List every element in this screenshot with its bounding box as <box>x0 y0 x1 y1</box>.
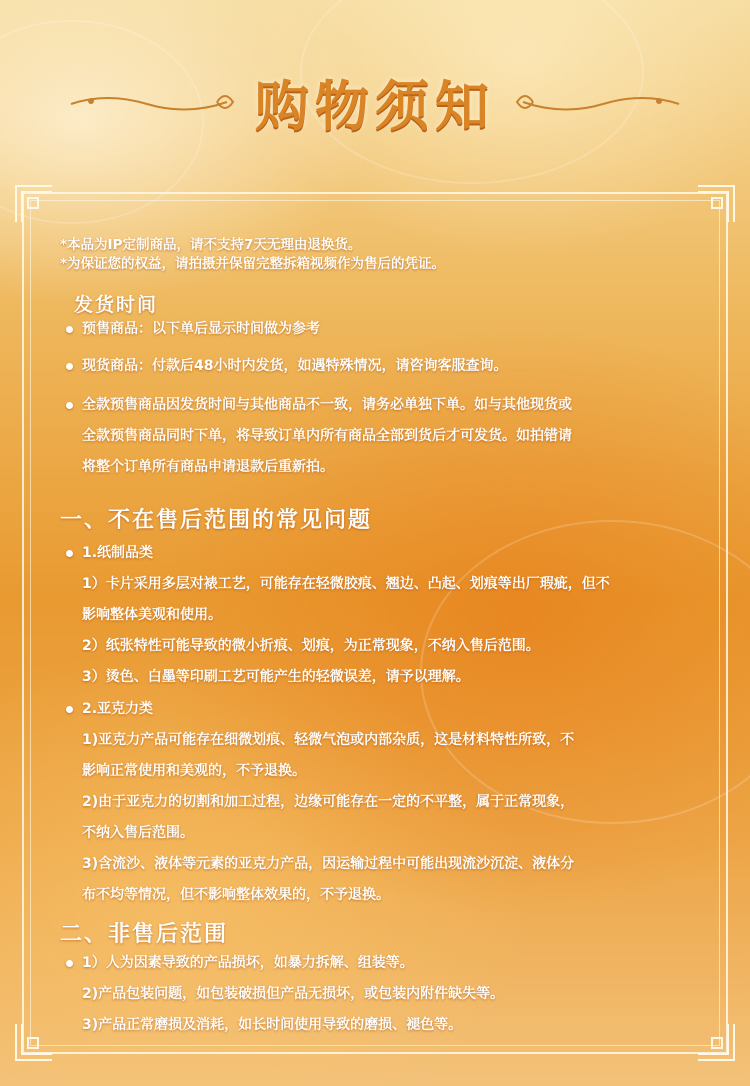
paper-line: 影响整体美观和使用。 <box>82 607 222 623</box>
list-item: 预售商品：以下单后显示时间做为参考 <box>60 314 700 345</box>
bullet-dot-icon <box>66 402 73 409</box>
bullet-dot-icon <box>66 550 73 557</box>
acrylic-line: 3)含流沙、液体等元素的亚克力产品，因运输过程中可能出现流沙沉淀、液体分 <box>82 856 575 872</box>
category-label: 1.纸制品类 <box>60 538 700 569</box>
flourish-left-icon <box>67 82 237 122</box>
frame-corner-icon <box>14 1022 54 1062</box>
category-label: 2.亚克力类 <box>60 694 700 725</box>
flourish-right-icon <box>513 82 683 122</box>
paper-line: 3）烫色、白墨等印刷工艺可能产生的轻微误差，请予以理解。 <box>82 669 470 685</box>
acrylic-line: 布不均等情况，但不影响整体效果的，不予退换。 <box>82 887 390 903</box>
note-line: *本品为IP定制商品，请不支持7天无理由退换货。 <box>60 237 362 253</box>
section2-heading: 二、非售后范围 <box>60 922 229 947</box>
page-title: 购物须知 <box>255 73 495 138</box>
shipping-heading: 发货时间 <box>74 294 159 316</box>
acrylic-line: 不纳入售后范围。 <box>82 825 194 841</box>
frame-corner-icon <box>696 184 736 224</box>
acrylic-line: 影响正常使用和美观的，不予退换。 <box>82 763 306 779</box>
section1-heading: 一、不在售后范围的常见问题 <box>60 508 373 533</box>
list-item: 1）人为因素导致的产品损坏，如暴力拆解、组装等。 <box>60 948 700 979</box>
acrylic-line: 2)由于亚克力的切割和加工过程，边缘可能存在一定的不平整，属于正常现象， <box>82 794 575 810</box>
list-item-continued: 3)产品正常磨损及消耗，如长时间使用导致的磨损、褪色等。 <box>82 1017 463 1033</box>
title-banner <box>0 62 750 142</box>
list-item: 现货商品：付款后48小时内发货，如遇特殊情况，请咨询客服查询。 <box>60 351 700 382</box>
note-line: *为保证您的权益，请拍摄并保留完整拆箱视频作为售后的凭证。 <box>60 256 446 272</box>
acrylic-line: 1)亚克力产品可能存在细微划痕、轻微气泡或内部杂质，这是材料特性所致，不 <box>82 732 575 748</box>
list-item-continued: 将整个订单所有商品申请退款后重新拍。 <box>82 459 334 475</box>
list-item-continued: 2)产品包装问题，如包装破损但产品无损坏，或包装内附件缺失等。 <box>82 986 505 1002</box>
paper-line: 1）卡片采用多层对裱工艺，可能存在轻微胶痕、翘边、凸起、划痕等出厂瑕疵，但不 <box>82 576 610 592</box>
bullet-dot-icon <box>66 960 73 967</box>
bullet-dot-icon <box>66 363 73 370</box>
frame-corner-icon <box>696 1022 736 1062</box>
list-item-continued: 全款预售商品同时下单，将导致订单内所有商品全部到货后才可发货。如拍错请 <box>82 428 572 444</box>
list-item: 全款预售商品因发货时间与其他商品不一致，请务必单独下单。如与其他现货或 <box>60 390 700 421</box>
bullet-dot-icon <box>66 326 73 333</box>
paper-line: 2）纸张特性可能导致的微小折痕、划痕，为正常现象，不纳入售后范围。 <box>82 638 540 654</box>
frame-corner-icon <box>14 184 54 224</box>
bullet-dot-icon <box>66 706 73 713</box>
